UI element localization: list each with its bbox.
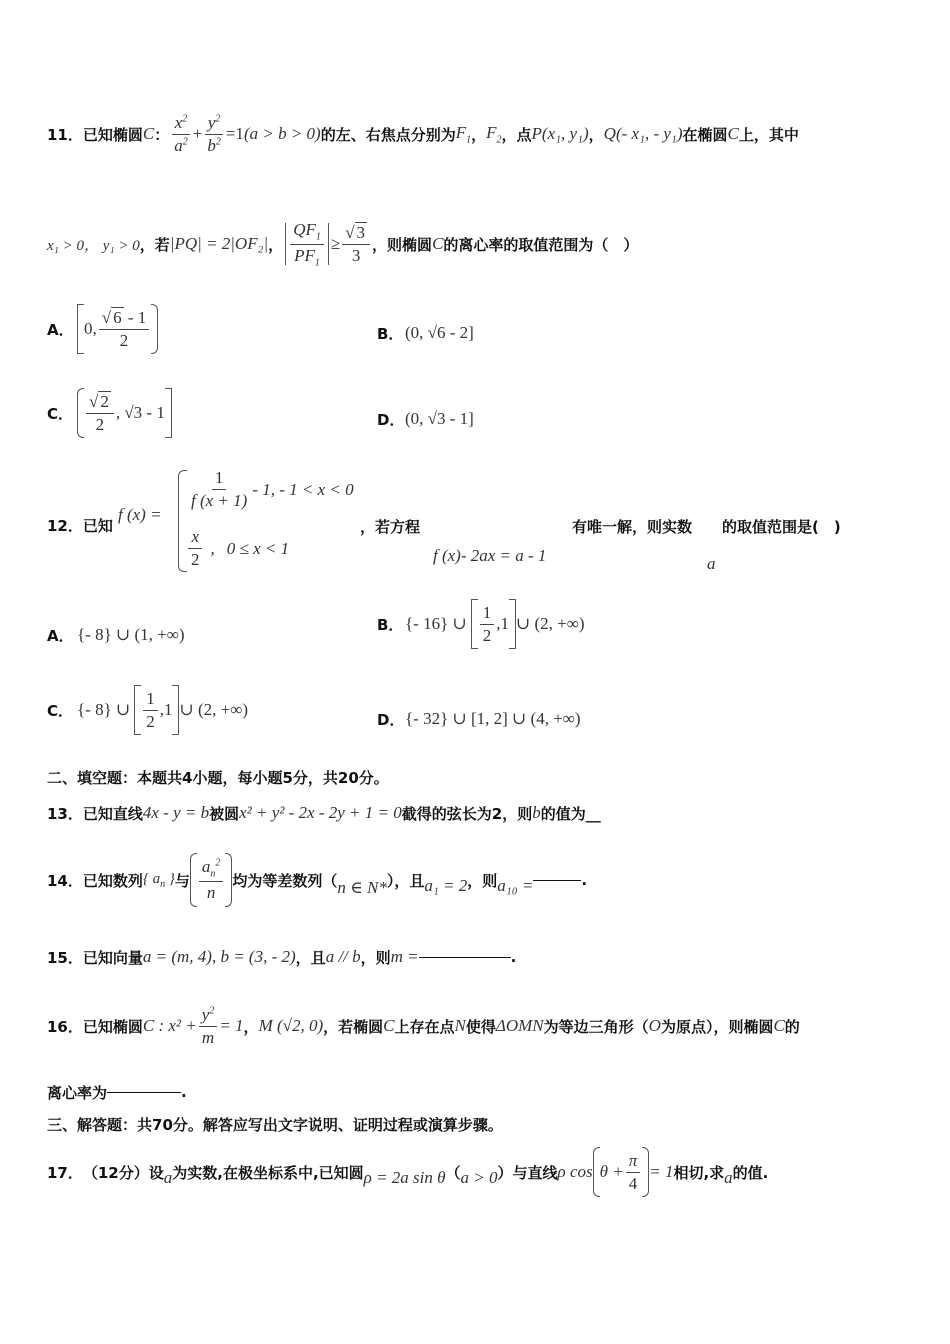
q11-text5: ，点	[501, 125, 532, 144]
q11-var-c: C	[142, 124, 155, 143]
q16-line2	[47, 1080, 187, 1104]
q16-ellipse-tail: = 1	[219, 1016, 244, 1035]
q16-text3: ，若椭圆	[323, 1017, 384, 1036]
q17-line-tail: = 1	[649, 1162, 674, 1181]
q12-option-c-head: {- 8} ∪	[77, 700, 131, 719]
q15-answer-blank[interactable]	[419, 957, 511, 958]
q12-option-b-head: {- 16} ∪	[405, 614, 467, 633]
q11-var-c3: C	[432, 234, 444, 253]
q11-geq: ≥	[330, 234, 341, 253]
q11-option-b-value: (0, √6 - 2]	[405, 323, 474, 342]
q12-option-a[interactable]	[47, 620, 185, 650]
q11-option-c-tail: , √3 - 1	[115, 403, 165, 422]
q12-option-c-frac: $\frac{1}{2}$	[143, 689, 158, 732]
q11-text8: ，若	[139, 235, 170, 254]
section2-heading: 二、填空题：本题共4小题，每小题5分，共20分。	[47, 769, 389, 787]
q12-case1	[186, 468, 354, 511]
q17-text3: 与直线	[512, 1163, 558, 1182]
q14-a10: a₁₀ =	[497, 876, 534, 895]
q16-text5: 使得	[465, 1017, 496, 1036]
q13-var-b: b	[532, 803, 541, 822]
q12-option-d-label: D．	[377, 710, 405, 729]
q11-pq: |PQ| = 2|OF₂|	[169, 234, 269, 253]
q12-text4: 的取值范围是( )	[722, 518, 841, 536]
q17-text4: 相切,求	[673, 1163, 725, 1182]
q11-option-c[interactable]	[47, 384, 172, 442]
q16-number: 16．	[47, 1017, 83, 1036]
q15-m: m =	[390, 947, 419, 966]
q11-option-b[interactable]	[377, 318, 474, 348]
q12-line1	[47, 510, 113, 540]
q11-text10: ，则椭圆	[372, 235, 433, 254]
q12-case2-frac: $\frac{x}{2}$	[188, 527, 203, 570]
paren-right	[151, 304, 158, 354]
q11-p-point: P(x₁, y₁)	[531, 124, 589, 143]
q12-option-b-label: B．	[377, 615, 404, 634]
q11-text7: 上，其中	[738, 125, 799, 144]
q11-text9: ，	[268, 235, 284, 254]
q12-option-a-label: A．	[47, 626, 74, 645]
q11-option-a-frac: $\frac{√ 6 - 1}{2}$	[99, 308, 150, 351]
q11-text1: 已知椭圆	[82, 125, 143, 144]
q14-answer-blank[interactable]	[533, 880, 581, 881]
q12-option-b-frac: $\frac{1}{2}$	[480, 603, 495, 646]
q11-text11: 的离心率的取值范围为（ ）	[443, 235, 639, 254]
q11-line1	[47, 104, 799, 164]
q13-circle-eq: x² + y² - 2x - 2y + 1 = 0	[239, 803, 402, 822]
q16-text7: 为原点），则椭圆	[660, 1017, 774, 1036]
q11-f1: $F_1$	[455, 122, 472, 146]
bracket-right	[509, 599, 516, 649]
q11-text2: ：	[154, 125, 170, 144]
q12-case1-tail: - 1, - 1 < x < 0	[252, 479, 354, 499]
q11-line2	[47, 212, 638, 276]
q16-text2: ，	[243, 1017, 259, 1036]
q16-var-c2: C	[773, 1016, 785, 1035]
q17-cond-close: ）	[497, 1163, 513, 1182]
bracket-left	[471, 599, 478, 649]
q16-line1	[47, 996, 800, 1056]
q16-ellipse-head: C : x² +	[142, 1016, 197, 1035]
q12-text2: ，若方程	[360, 518, 421, 536]
q17-var-a2: a	[724, 1168, 733, 1187]
q12-option-b-one: ,1	[496, 614, 509, 633]
q17-theta: θ +	[599, 1162, 624, 1181]
q11-frac-y: $\frac{y^2}{b^2}$	[204, 113, 224, 156]
q16-text4: 上存在点	[394, 1017, 455, 1036]
q13-text3: 截得的弦长为2，则	[401, 804, 533, 823]
q12-text1: 已知	[82, 516, 113, 535]
q14-line	[47, 850, 587, 910]
q17-circle: ρ = 2a sin θ	[363, 1168, 446, 1187]
q12-var-a: a	[707, 554, 716, 573]
q12-case1-frac: $\frac{1}{f (x + 1)}$	[191, 468, 248, 510]
section3-heading: 三、解答题：共70分。解答应写出文字说明、证明过程或演算步骤。	[47, 1116, 503, 1134]
q14-text3: 均为等差数列（	[232, 871, 338, 890]
q11-cond2: x₁ > 0， y₁ > 0	[47, 237, 140, 254]
q16-point-m: M (√2, 0)	[258, 1016, 324, 1035]
q12-case2	[186, 527, 289, 570]
q17-score: （12分）	[82, 1163, 149, 1182]
q15-parallel: a // b	[325, 947, 361, 966]
q12-option-c[interactable]	[47, 682, 248, 738]
paren-left	[593, 1147, 600, 1197]
q12-option-b-tail: ∪ (2, +∞)	[515, 614, 585, 633]
q13-line-eq: 4x - y = b	[142, 803, 210, 822]
q11-frac-sqrt3: $\frac{√ 3}{3}$	[342, 223, 370, 266]
q14-text6: .	[581, 871, 588, 889]
q12-function-name: f (x) =	[118, 505, 162, 524]
q16-var-o: O	[648, 1016, 661, 1035]
q12-option-c-tail: ∪ (2, +∞)	[179, 700, 249, 719]
q14-a1: a₁ = 2	[424, 876, 468, 895]
q13-text2: 被圆	[209, 804, 240, 823]
q17-text1: 设	[148, 1163, 164, 1182]
q12-option-c-label: C．	[47, 701, 74, 720]
q12-option-b[interactable]	[377, 596, 585, 652]
q13-text4: 的值为__	[540, 804, 601, 823]
q16-text10: .	[181, 1083, 187, 1101]
q15-text1: 已知向量	[82, 948, 143, 967]
q12-option-d[interactable]	[377, 704, 581, 734]
q16-var-c: C	[383, 1016, 395, 1035]
q13-line	[47, 798, 601, 828]
q14-number: 14．	[47, 871, 83, 890]
q15-text2: ，且	[295, 948, 326, 967]
q11-abs-left	[285, 223, 286, 265]
q14-seq-a: { $a_n$ }	[142, 870, 175, 890]
q11-option-a-zero: 0,	[84, 319, 97, 338]
q15-line	[47, 942, 516, 972]
q16-var-n: N	[454, 1016, 466, 1035]
q15-text4: .	[510, 948, 517, 966]
q14-text4: ），且	[386, 871, 425, 890]
q11-number: 11．	[47, 125, 83, 144]
q16-text9: 离心率为	[47, 1083, 108, 1102]
q17-var-a: a	[163, 1168, 173, 1187]
q17-line	[47, 1142, 768, 1202]
q14-cond: n ∈ N*	[337, 878, 387, 897]
q14-seq-frac: $\frac{a_n^2}{n}$	[199, 857, 224, 902]
q11-text4: ，	[471, 125, 487, 144]
bracket-left	[134, 685, 141, 735]
paren-right	[642, 1147, 649, 1197]
q11-option-b-label: B．	[377, 324, 404, 343]
q11-option-c-frac: $\frac{√ 2}{2}$	[86, 392, 114, 435]
q14-text1: 已知数列	[82, 871, 143, 890]
q11-option-c-label: C．	[47, 404, 74, 423]
q11-q-point: Q(- x₁, - y₁)	[603, 124, 683, 143]
q16-answer-blank[interactable]	[107, 1092, 181, 1093]
q11-abs-right	[328, 223, 329, 265]
q12-text3: 有唯一解，则实数	[572, 518, 693, 536]
q17-cond-open: （	[445, 1163, 461, 1182]
q17-cond: a > 0	[460, 1168, 498, 1187]
bracket-left	[77, 304, 84, 354]
q11-cond: (a > b > 0)	[243, 124, 321, 143]
q13-number: 13．	[47, 804, 83, 823]
q11-option-a[interactable]	[47, 300, 158, 358]
brace-left	[190, 853, 197, 907]
q12-number: 12．	[47, 516, 83, 535]
q12-equation: f (x)- 2ax = a - 1	[433, 546, 547, 565]
q16-text1: 已知椭圆	[82, 1017, 143, 1036]
q12-case2-tail: 0 ≤ x < 1	[226, 538, 290, 558]
q11-text3: 的左、右焦点分别为	[320, 125, 456, 144]
q12-case2-comma: ,	[210, 538, 215, 558]
q17-number: 17．	[47, 1163, 83, 1182]
q11-var-c2: C	[727, 124, 739, 143]
q16-triangle: ΔOMN	[495, 1016, 544, 1035]
q11-frac-x: $\frac{x^2}{a^2}$	[171, 113, 191, 156]
q11-f2: $F_2$	[486, 122, 502, 146]
q11-option-d[interactable]	[377, 404, 474, 434]
q13-text1: 已知直线	[82, 804, 143, 823]
q11-comma: ，	[588, 125, 604, 144]
q11-plus: +	[192, 124, 203, 143]
q12-option-a-value: {- 8} ∪ (1, +∞)	[77, 625, 185, 644]
q12-option-c-one: ,1	[159, 700, 173, 719]
q15-text3: ，则	[360, 948, 391, 967]
q11-frac-qf: $\frac{QF_1}{PF_1}$	[290, 220, 324, 268]
q15-number: 15．	[47, 948, 83, 967]
q17-text2: 为实数,在极坐标系中,已知圆	[172, 1163, 364, 1182]
paren-left	[77, 388, 84, 438]
q14-text2: 与	[174, 871, 190, 890]
q11-text6: 在椭圆	[682, 125, 728, 144]
q16-text6: 为等边三角形（	[543, 1017, 649, 1036]
brace-right	[225, 853, 232, 907]
q11-option-d-label: D．	[377, 410, 405, 429]
q17-line-head: ρ cos	[557, 1162, 593, 1181]
q11-option-a-label: A．	[47, 320, 74, 339]
q16-ellipse-frac: $\frac{y^2}{m}$	[199, 1005, 218, 1048]
q12-option-d-value: {- 32} ∪ [1, 2] ∪ (4, +∞)	[405, 709, 581, 728]
q14-text5: ，则	[467, 871, 498, 890]
bracket-right	[165, 388, 172, 438]
q17-pi-frac: $\frac{\pi}{4}$	[626, 1151, 641, 1194]
bracket-right	[172, 685, 179, 735]
q11-eq: =1	[225, 124, 244, 143]
q11-option-d-value: (0, √3 - 1]	[405, 409, 474, 428]
q17-text5: 的值.	[732, 1163, 769, 1182]
q15-vectors: a = (m, 4), b = (3, - 2)	[142, 947, 296, 966]
q16-text8: 的	[784, 1017, 800, 1036]
